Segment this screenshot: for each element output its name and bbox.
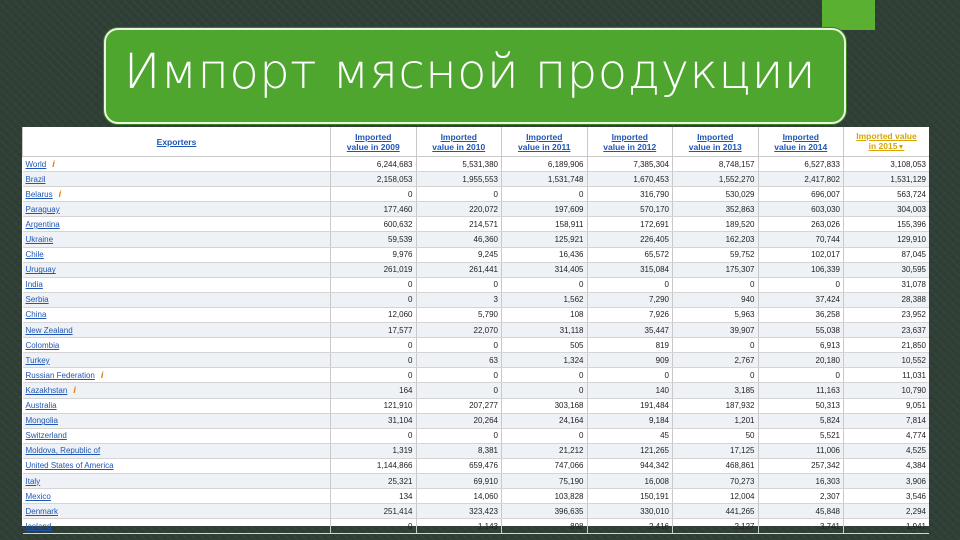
table-cell: 603,030 — [758, 202, 844, 217]
table-row — [23, 277, 930, 292]
table-cell: 257,342 — [758, 458, 844, 473]
country-name[interactable]: Turkey — [25, 355, 50, 365]
country-name[interactable]: Colombia — [25, 340, 60, 350]
country-link[interactable] — [23, 383, 331, 398]
table-row — [23, 443, 930, 458]
table-cell: 177,460 — [331, 202, 417, 217]
table-cell: 261,441 — [416, 262, 502, 277]
header-line2: value in 2011 — [518, 141, 571, 152]
table-row — [23, 262, 930, 277]
table-cell: 31,104 — [331, 413, 417, 428]
table-cell: 45,848 — [758, 504, 844, 519]
table-cell: 106,339 — [758, 262, 844, 277]
table-cell: 2,767 — [673, 353, 759, 368]
table-cell: 10,790 — [844, 383, 930, 398]
table-cell: 0 — [331, 428, 417, 443]
table-cell: 155,396 — [844, 217, 930, 232]
table-cell: 5,790 — [416, 307, 502, 322]
slide-title: Импорт мясной продукции — [124, 44, 816, 100]
table-cell: 0 — [416, 187, 502, 202]
table-cell: 3,906 — [844, 473, 930, 488]
country-link[interactable] — [23, 368, 331, 383]
table-cell: 330,010 — [587, 504, 673, 519]
table-cell: 24,164 — [502, 413, 588, 428]
table-cell: 37,424 — [758, 292, 844, 307]
table-row — [23, 489, 930, 504]
table-cell: 46,360 — [416, 232, 502, 247]
table-row — [23, 383, 930, 398]
country-link[interactable] — [23, 458, 331, 473]
table-row — [23, 157, 930, 172]
table-row — [23, 232, 930, 247]
header-imported-value-6[interactable] — [844, 127, 930, 157]
table-cell: 441,265 — [673, 504, 759, 519]
table-cell: 207,277 — [416, 398, 502, 413]
table-cell: 303,168 — [502, 398, 588, 413]
table-cell: 6,913 — [758, 338, 844, 353]
table-cell: 9,245 — [416, 247, 502, 262]
table-cell: 23,952 — [844, 307, 930, 322]
header-line2: value in 2010 — [432, 141, 486, 152]
country-name[interactable]: Moldova, Republic of — [25, 446, 101, 456]
header-line2: value in 2012 — [603, 141, 657, 152]
table-cell: 2,294 — [844, 504, 930, 519]
table-cell: 16,303 — [758, 473, 844, 488]
country-link[interactable] — [23, 489, 331, 504]
table-cell: 261,019 — [331, 262, 417, 277]
table-cell: 0 — [416, 383, 502, 398]
table-cell: 28,388 — [844, 292, 930, 307]
header-imported-value-4[interactable] — [673, 127, 759, 157]
table-cell: 2,416 — [587, 519, 673, 534]
country-name[interactable]: Uruguay — [25, 265, 56, 275]
country-link[interactable] — [23, 323, 331, 338]
table-cell: 35,447 — [587, 323, 673, 338]
table-cell: 1,562 — [502, 292, 588, 307]
country-link[interactable] — [23, 398, 331, 413]
table-cell: 121,265 — [587, 443, 673, 458]
table-cell: 9,184 — [587, 413, 673, 428]
table-cell: 1,552,270 — [673, 172, 759, 187]
table-cell: 1,144,866 — [331, 458, 417, 473]
table-cell: 0 — [502, 428, 588, 443]
table-cell: 0 — [331, 292, 417, 307]
table-cell: 6,189,906 — [502, 157, 588, 172]
table-cell: 3 — [416, 292, 502, 307]
table-cell: 16,008 — [587, 473, 673, 488]
table-cell: 0 — [331, 353, 417, 368]
table-cell: 0 — [587, 368, 673, 383]
info-icon[interactable]: i — [100, 369, 104, 380]
table-cell: 0 — [331, 368, 417, 383]
table-cell: 50 — [673, 428, 759, 443]
table-cell: 8,748,157 — [673, 157, 759, 172]
header-imported-value-0[interactable] — [331, 127, 417, 157]
table-cell: 0 — [416, 277, 502, 292]
table-cell: 23,637 — [844, 323, 930, 338]
table-cell: 1,531,748 — [502, 172, 588, 187]
table-cell: 314,405 — [502, 262, 588, 277]
table-row — [23, 217, 930, 232]
header-line1: Imported — [440, 131, 477, 142]
table-cell: 4,525 — [844, 443, 930, 458]
table-cell: 187,932 — [673, 398, 759, 413]
table-row — [23, 458, 930, 473]
table-cell: 251,414 — [331, 504, 417, 519]
table-cell: 5,824 — [758, 413, 844, 428]
table-cell: 304,003 — [844, 202, 930, 217]
table-cell: 0 — [331, 187, 417, 202]
country-name[interactable]: Serbia — [25, 295, 49, 305]
table-cell: 39,907 — [673, 323, 759, 338]
country-name[interactable]: Italy — [25, 476, 41, 486]
table-cell: 909 — [587, 353, 673, 368]
table-cell: 0 — [673, 277, 759, 292]
table-row — [23, 292, 930, 307]
table-cell: 0 — [416, 368, 502, 383]
country-name[interactable]: Argentina — [25, 219, 60, 229]
table-cell: 0 — [416, 428, 502, 443]
country-link[interactable] — [23, 202, 331, 217]
table-cell: 121,910 — [331, 398, 417, 413]
country-name[interactable]: Australia — [25, 401, 57, 411]
table-cell: 5,963 — [673, 307, 759, 322]
accent-bar — [822, 0, 875, 30]
country-link[interactable] — [23, 157, 331, 172]
country-name[interactable]: World — [25, 159, 47, 169]
country-link[interactable] — [23, 247, 331, 262]
table-cell: 600,632 — [331, 217, 417, 232]
table-cell: 1,201 — [673, 413, 759, 428]
table-cell: 172,691 — [587, 217, 673, 232]
table-cell: 125,921 — [502, 232, 588, 247]
table-row — [23, 202, 930, 217]
table-cell: 1,324 — [502, 353, 588, 368]
header-line1: Imported — [611, 131, 648, 142]
table-cell: 0 — [758, 277, 844, 292]
table-row — [23, 338, 930, 353]
table-cell: 20,180 — [758, 353, 844, 368]
table-cell: 5,531,380 — [416, 157, 502, 172]
table-cell: 59,539 — [331, 232, 417, 247]
country-link[interactable] — [23, 519, 331, 534]
country-link[interactable] — [23, 277, 331, 292]
table-cell: 3,546 — [844, 489, 930, 504]
table-cell: 21,212 — [502, 443, 588, 458]
table-header-row — [23, 127, 930, 157]
table-cell: 7,926 — [587, 307, 673, 322]
table-cell: 175,307 — [673, 262, 759, 277]
table-cell: 1,955,553 — [416, 172, 502, 187]
country-link[interactable] — [23, 353, 331, 368]
table-cell: 2,417,802 — [758, 172, 844, 187]
country-link[interactable] — [23, 262, 331, 277]
table-cell: 17,577 — [331, 323, 417, 338]
info-icon[interactable]: i — [73, 384, 76, 395]
table-cell: 323,423 — [416, 504, 502, 519]
country-link[interactable] — [23, 307, 331, 322]
table-cell: 16,436 — [502, 247, 588, 262]
table-cell: 5,521 — [758, 428, 844, 443]
table-cell: 4,384 — [844, 458, 930, 473]
table-row — [23, 428, 930, 443]
table-cell: 659,476 — [416, 458, 502, 473]
table-cell: 396,635 — [502, 504, 588, 519]
table-cell: 191,484 — [587, 398, 673, 413]
table-cell: 189,520 — [673, 217, 759, 232]
table-row — [23, 172, 930, 187]
table-cell: 944,342 — [587, 458, 673, 473]
table-row — [23, 307, 930, 322]
table-cell: 50,313 — [758, 398, 844, 413]
table-cell: 940 — [673, 292, 759, 307]
table-cell: 69,910 — [416, 473, 502, 488]
table-cell: 563,724 — [844, 187, 930, 202]
table-cell: 0 — [502, 277, 588, 292]
country-link[interactable] — [23, 338, 331, 353]
table-cell: 316,790 — [587, 187, 673, 202]
header-line1: Imported — [355, 131, 392, 142]
table-cell: 63 — [416, 353, 502, 368]
header-line1: Imported value — [856, 130, 917, 141]
table-row — [23, 398, 930, 413]
table-cell: 162,203 — [673, 232, 759, 247]
table-cell: 31,078 — [844, 277, 930, 292]
table-cell: 1,670,453 — [587, 172, 673, 187]
header-imported-value-1[interactable] — [416, 127, 502, 157]
table-cell: 14,060 — [416, 489, 502, 504]
table-row — [23, 504, 930, 519]
table-cell: 134 — [331, 489, 417, 504]
table-cell: 21,850 — [844, 338, 930, 353]
table-cell: 352,863 — [673, 202, 759, 217]
country-name[interactable]: New Zealand — [25, 325, 73, 335]
header-imported-value-2[interactable] — [502, 127, 588, 157]
country-link[interactable] — [23, 428, 331, 443]
table-cell: 6,244,683 — [331, 157, 417, 172]
country-name[interactable]: Ukraine — [25, 235, 54, 245]
country-name[interactable]: Denmark — [25, 506, 58, 516]
table-row — [23, 413, 930, 428]
country-name[interactable]: Chile — [25, 250, 44, 260]
table-cell: 570,170 — [587, 202, 673, 217]
table-cell: 2,307 — [758, 489, 844, 504]
table-cell: 7,290 — [587, 292, 673, 307]
country-name[interactable]: Mexico — [25, 491, 51, 501]
table-cell: 0 — [331, 338, 417, 353]
table-cell: 197,609 — [502, 202, 588, 217]
table-cell: 0 — [502, 383, 588, 398]
table-row — [23, 187, 930, 202]
table-cell: 468,861 — [673, 458, 759, 473]
table-cell: 220,072 — [416, 202, 502, 217]
table-cell: 7,814 — [844, 413, 930, 428]
table-row — [23, 519, 930, 534]
table-cell: 263,026 — [758, 217, 844, 232]
info-icon[interactable]: i — [52, 158, 55, 169]
sort-desc-icon[interactable]: ▼ — [897, 143, 905, 151]
table-cell: 0 — [416, 338, 502, 353]
country-name[interactable]: Mongolia — [25, 416, 58, 426]
table-cell: 8,381 — [416, 443, 502, 458]
table-cell: 3,185 — [673, 383, 759, 398]
country-name[interactable]: Brazil — [25, 174, 46, 184]
table-cell: 17,125 — [673, 443, 759, 458]
country-name[interactable]: Iceland — [25, 521, 52, 531]
table-cell: 36,258 — [758, 307, 844, 322]
country-link[interactable] — [23, 443, 331, 458]
table-cell: 75,190 — [502, 473, 588, 488]
table-cell: 2,158,053 — [331, 172, 417, 187]
table-cell: 3,741 — [758, 519, 844, 534]
table-cell: 6,527,833 — [758, 157, 844, 172]
country-link[interactable] — [23, 217, 331, 232]
country-link[interactable] — [23, 187, 331, 202]
table-cell: 108 — [502, 307, 588, 322]
table-cell: 696,007 — [758, 187, 844, 202]
table-cell: 129,910 — [844, 232, 930, 247]
table-cell: 0 — [758, 368, 844, 383]
table-row — [23, 247, 930, 262]
table-cell: 30,595 — [844, 262, 930, 277]
table-cell: 102,017 — [758, 247, 844, 262]
table-row — [23, 368, 930, 383]
table-cell: 140 — [587, 383, 673, 398]
header-line2: value in 2013 — [688, 141, 742, 152]
table-cell: 103,828 — [502, 489, 588, 504]
country-link[interactable] — [23, 504, 331, 519]
country-name[interactable]: Kazakhstan — [25, 385, 68, 395]
table-cell: 0 — [331, 277, 417, 292]
table-cell: 0 — [502, 368, 588, 383]
table-cell: 12,004 — [673, 489, 759, 504]
table-cell: 158,911 — [502, 217, 588, 232]
country-name[interactable]: Paraguay — [25, 204, 60, 214]
country-name[interactable]: Russian Federation — [25, 370, 95, 380]
header-line1: Imported — [697, 131, 734, 142]
table-cell: 45 — [587, 428, 673, 443]
table-cell: 747,066 — [502, 458, 588, 473]
title-box — [104, 28, 846, 124]
table-cell: 9,976 — [331, 247, 417, 262]
table-cell: 22,070 — [416, 323, 502, 338]
table-cell: 0 — [502, 187, 588, 202]
table-cell: 2,127 — [673, 519, 759, 534]
table-cell: 31,118 — [502, 323, 588, 338]
table-cell: 7,385,304 — [587, 157, 673, 172]
table-cell: 0 — [331, 519, 417, 534]
header-line2: in 2015 — [868, 140, 898, 151]
table-cell: 20,264 — [416, 413, 502, 428]
table-cell: 65,572 — [587, 247, 673, 262]
table-cell: 12,060 — [331, 307, 417, 322]
table-cell: 898 — [502, 519, 588, 534]
country-name[interactable]: Belarus — [25, 189, 53, 199]
table-row — [23, 353, 930, 368]
country-link[interactable] — [23, 413, 331, 428]
table-cell: 0 — [587, 277, 673, 292]
table-cell: 87,045 — [844, 247, 930, 262]
table-cell: 11,031 — [844, 368, 930, 383]
info-icon[interactable]: i — [58, 188, 62, 199]
table-cell: 4,774 — [844, 428, 930, 443]
country-name[interactable]: United States of America — [25, 461, 114, 471]
header-exporters[interactable]: Exporters — [23, 127, 331, 157]
table-cell: 3,108,053 — [844, 157, 930, 172]
table-cell: 315,084 — [587, 262, 673, 277]
header-line2: value in 2014 — [774, 141, 828, 152]
header-imported-value-5[interactable] — [758, 127, 844, 157]
import-table — [22, 127, 929, 531]
country-name[interactable]: India — [25, 280, 43, 290]
table-cell: 150,191 — [587, 489, 673, 504]
table-row — [23, 323, 930, 338]
country-link[interactable] — [23, 232, 331, 247]
table-cell: 164 — [331, 383, 417, 398]
table-cell: 214,571 — [416, 217, 502, 232]
header-imported-value-3[interactable] — [587, 127, 673, 157]
table-cell: 1,319 — [331, 443, 417, 458]
country-link[interactable] — [23, 172, 331, 187]
table-cell: 9,051 — [844, 398, 930, 413]
table-cell: 0 — [673, 338, 759, 353]
table-cell: 226,405 — [587, 232, 673, 247]
table-cell: 25,321 — [331, 473, 417, 488]
table-cell: 11,163 — [758, 383, 844, 398]
country-name[interactable]: Switzerland — [25, 431, 67, 441]
header-line1: Imported — [526, 131, 563, 142]
table-cell: 59,752 — [673, 247, 759, 262]
table-cell: 55,038 — [758, 323, 844, 338]
header-line1: Imported — [782, 131, 819, 142]
table-cell: 530,029 — [673, 187, 759, 202]
header-line2: value in 2009 — [346, 141, 400, 152]
country-link[interactable] — [23, 292, 331, 307]
table-cell: 10,552 — [844, 353, 930, 368]
table-row — [23, 473, 930, 488]
table-cell: 11,006 — [758, 443, 844, 458]
table-cell: 1,531,129 — [844, 172, 930, 187]
table-cell: 70,273 — [673, 473, 759, 488]
table-cell: 505 — [502, 338, 588, 353]
table-cell: 819 — [587, 338, 673, 353]
table-cell: 70,744 — [758, 232, 844, 247]
table-cell: 1,941 — [844, 519, 930, 534]
country-name[interactable]: China — [25, 310, 47, 320]
table-cell: 0 — [673, 368, 759, 383]
country-link[interactable] — [23, 473, 331, 488]
table-cell: 1,143 — [416, 519, 502, 534]
